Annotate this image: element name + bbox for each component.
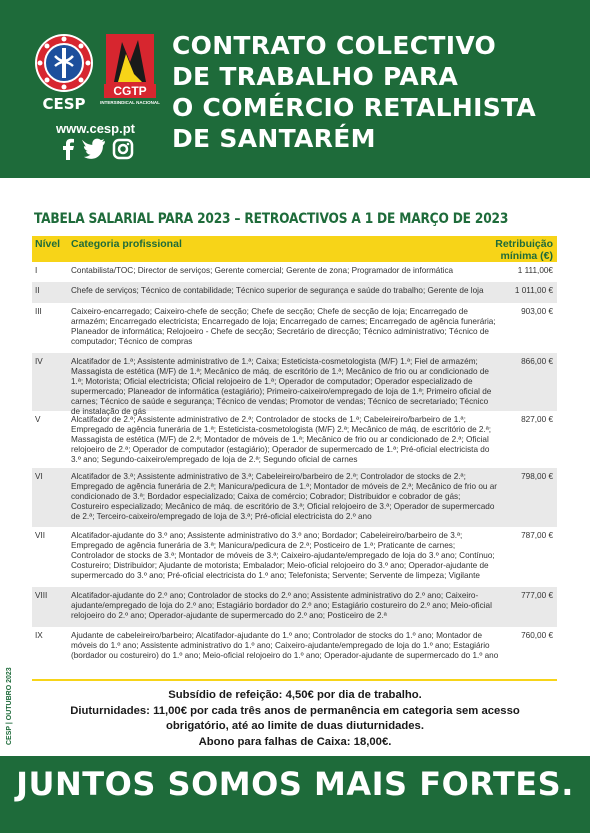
title-line-3: O COMÉRCIO RETALHISTA <box>172 93 537 122</box>
title-line-4: DE SANTARÉM <box>172 124 376 153</box>
salary-table <box>32 262 557 681</box>
row-value: 777,00 € <box>521 591 553 600</box>
cesp-logo-icon <box>33 32 95 96</box>
row-category: Ajudante de cabeleireiro/barbeiro; Alcatifador-ajudante do 1.º ano; Controlador de stocks do 1.º ano; Montador de móveis do 1.º ano; Assistente administrativo do 1.º ano; Caixeiro-ajudante/empregado de loja do 1.º ano; Estagiário (bordador ou costureiro) do 1.º ano; Meio-oficial relojoeiro do 1.º ano; Operador-ajudante de supermercado do 1.º ano <box>71 631 499 660</box>
cash-allowance-text: Abono para falhas de Caixa: 18,00€. <box>198 735 392 748</box>
instagram-icon[interactable] <box>112 138 134 160</box>
table-bottom-divider <box>32 679 557 681</box>
cgtp-logo-icon <box>100 34 160 106</box>
row-level: VI <box>35 472 43 481</box>
side-note: CESP | OUTUBRO 2023 <box>6 667 13 745</box>
row-category: Alcatifador de 3.ª; Assistente administrativo de 3.ª; Cabeleireiro/barbeiro de 2.ª; Controlador de stocks de 2.ª; Empregado de agência funerária de 2.ª; Manicura/pedicura de 1.ª; Montador de móveis de 2.ª; Mecânico de frio ou ar condicionado de 3.ª; Bordador especializado; Caixa de comércio; Cobrador; Distribuidor e cobrador de gás; Costureiro especializado; Mecânico de máq. de escritório de 3.ª; Oficial relojoeiro de 3.ª; Operador de supermercado de 2.ª; Terceiro-caixeiro/empregado de loja de 3.ª; Pré-oficial electricista do 2.º ano <box>71 472 497 521</box>
row-value: 760,00 € <box>521 631 553 640</box>
row-value: 903,00 € <box>521 307 553 316</box>
cesp-logo-text: CESP <box>42 95 86 113</box>
benefits-info <box>0 688 590 750</box>
row-value: 866,00 € <box>521 357 553 366</box>
row-category: Alcatifador de 2.ª; Assistente administrativo de 2.ª; Controlador de stocks de 1.ª; Cabeleireiro/barbeiro de 1.ª; Empregado de agência funerária de 1.ª; Esteticista-cosmetologista (M/F) 2.ª; Mecânico de máq. de escritório de 2.ª; Massagista de estética (M/F) de 2.ª; Montador de móveis de 1.ª; Mecânico de frio ou ar condicionado de 2.ª; Oficial relojoeiro de 2.ª; Operador de computador (estagiário); Operador de supermercado de 1.ª; Pré-oficial electricista do 3.º ano; Segundo-caixeiro/empregado de loja de 2.ª; Segundo oficial de carnes <box>71 415 492 464</box>
svg-text:CGTP: CGTP <box>113 84 147 98</box>
title-line-1: CONTRATO COLECTIVO <box>172 31 497 60</box>
table-row <box>32 303 557 353</box>
social-links <box>60 138 134 160</box>
meal-allowance-text: Subsídio de refeição: 4,50€ por dia de trabalho. <box>168 689 422 701</box>
twitter-icon[interactable] <box>82 138 106 160</box>
row-level: IX <box>35 631 43 640</box>
table-row <box>32 468 557 527</box>
row-category: Alcatifador-ajudante do 3.º ano; Assistente administrativo do 3.º ano; Bordador; Cabeleireiro/barbeiro de 3.ª; Empregado de agência funerária de 3.ª; Manicura/pedicura de 2.ª; Posticeiro de 1.ª; Praticante de carnes; Controlador de stocks de 3.ª; Montador de móveis de 3.ª; Caixeiro-ajudante/empregado de loja do 3.º ano; Contínuo; Costureiro; Distribuidor; Ajudante de motorista; Embalador; Meio-oficial relojoeiro do 3.º ano; Operador-ajudante de supermercado do 3.º ano; Pré-oficial electricista do 1.º ano; Telefonista; Servente; Servente de limpeza; Vigilante <box>71 531 495 580</box>
row-level: VII <box>35 531 46 540</box>
row-value: 827,00 € <box>521 415 553 424</box>
slogan: JUNTOS SOMOS MAIS FORTES. <box>16 765 574 803</box>
table-row <box>32 282 557 303</box>
table-row <box>32 353 557 416</box>
row-value: 798,00 € <box>521 472 553 481</box>
title-line-2: DE TRABALHO PARA <box>172 62 459 91</box>
row-category: Contabilista/TOC; Director de serviços; Gerente comercial; Gerente de zona; Programador de informática <box>71 266 454 275</box>
row-category: Alcatifador de 1.ª; Assistente administrativo de 1.ª; Caixa; Esteticista-cosmetologista (M/F) 1.ª; Fiel de armazém; Massagista de estética (M/F) de 1.ª; Mecânico de máq. de escritório de 1.ª; Mecânico de frio ou ar condicionado de 1.ª; Motorista; Oficial electricista; Oficial relojoeiro de 1.ª; Operador de computador; Operador especializado de supermercado; Planeador de informática (estagiário); Primeiro-caixeiro/empregado de loja de 1.ª; Primeiro oficial de carnes; Técnico de saúde e segurança; Técnico de vendas; Promotor de vendas; Técnico de secretariado; Técnico de instalação de gás <box>71 357 492 416</box>
table-row <box>32 627 557 679</box>
row-level: III <box>35 307 42 316</box>
table-row <box>32 527 557 587</box>
seniority-text-2: obrigatório, até ao limite de duas diuturnidades. <box>166 720 424 732</box>
facebook-icon[interactable] <box>60 138 76 160</box>
row-level: V <box>35 415 41 424</box>
row-level: II <box>35 286 40 295</box>
col-pay-header: Retribuição mínima (€) <box>495 238 553 262</box>
row-category: Alcatifador-ajudante do 2.º ano; Controlador de stocks do 2.º ano; Assistente administrativo do 2.º ano; Caixeiro-ajudante/empregado de loja do 2.º ano; Estagiário bordador do 2.º ano; Estagiário costureiro do 2.º ano; Meio-oficial relojoeiro do 2.º ano; Operador-ajudante de supermercado do 2.º ano; Posticeiro de 2.ª <box>71 591 492 620</box>
row-value: 787,00 € <box>521 531 553 540</box>
table-row <box>32 411 557 468</box>
table-title: TABELA SALARIAL PARA 2023 – RETROACTIVOS A 1 DE MARÇO DE 2023 <box>34 210 509 227</box>
row-level: IV <box>35 357 43 366</box>
table-row <box>32 587 557 627</box>
col-category-header: Categoria profissional <box>71 238 182 250</box>
row-category: Chefe de serviços; Técnico de contabilidade; Técnico superior de segurança e saúde do trabalho; Gerente de loja <box>71 286 484 295</box>
page-title <box>172 30 536 154</box>
row-level: VIII <box>35 591 48 600</box>
row-level: I <box>35 266 38 275</box>
table-header <box>32 236 557 262</box>
row-value: 1 111,00€ <box>517 266 553 275</box>
table-row <box>32 262 557 282</box>
website-link[interactable]: www.cesp.pt <box>56 121 135 136</box>
seniority-text-1: Diuturnidades: 11,00€ por cada três anos de permanência em categoria sem acesso <box>70 704 520 717</box>
row-value: 1 011,00 € <box>514 286 553 295</box>
col-level-header: Nível <box>35 238 61 250</box>
row-category: Caixeiro-encarregado; Caixeiro-chefe de secção; Chefe de secção; Chefe de secção de loja; Encarregado de armazém; Encarregado electricista; Encarregado de loja; Encarregado de carnes; Encarregado de agência funerária; Planeador de informática; Relojoeiro - Chefe de secção; Secretário de direcção; Técnico administrativo; Técnico de computador; Técnico de compras <box>71 307 496 346</box>
svg-text:INTERSINDICAL NACIONAL: INTERSINDICAL NACIONAL <box>100 100 160 105</box>
